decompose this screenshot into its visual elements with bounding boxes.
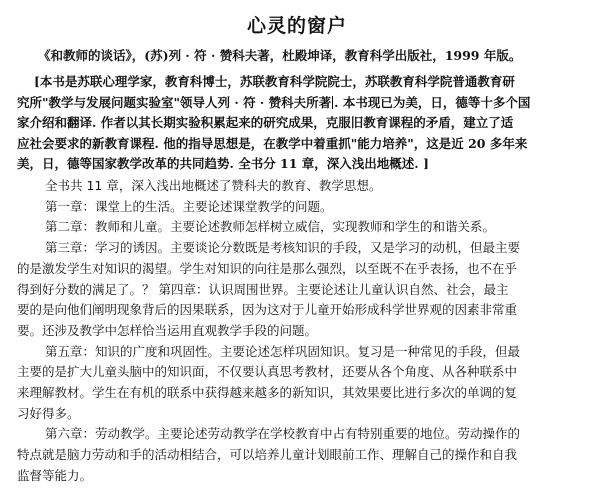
body-line: 得到好分数的满足了。？ 第四章：认识周围世界。主要论述让儿童认识自然、社会，最主 [17,281,509,297]
body-line: 的是激发学生对知识的渴望。学生对知识的向往是那么强烈，以至既不在乎表扬，也不在乎 [17,260,518,276]
intro-line: 家介绍和翻译. 作者以其长期实验积累起来的研究成果，克服旧教育课程的矛盾，建立了适 [17,115,514,130]
intro-line-text: . 本书现已为美，日，德等十多个国 [334,94,531,110]
body-line: 全书共 11 章，深入浅出地概述了赞科夫的教育、教学思想。 [45,178,382,193]
body-line: 监督等能力。 [17,467,93,483]
body-line: 第六章：劳动教学。主要论述劳动教学在学校教育中占有特别重要的地位。劳动操作的 [45,426,521,442]
intro-line: [本书是苏联心理学家，教育科博士，苏联教育科学院院士，苏联教育科学院普通教育研 [34,74,515,89]
body-line: 特点就是脑力劳动和手的活动相结合，可以培养儿童计划眼前工作、理解自己的操作和自我 [17,447,518,463]
body-line: 要的是向他们阐明现象背后的因果联系，因为这对于儿童开始形成科学世界观的因素非常重 [17,302,518,318]
body-line: 来理解教材。学生在有机的联系中获得越来越多的新知识，其效果要比进行多次的单调的复 [17,385,518,401]
body-line: 主要的是扩大儿童头脑中的知识面，不仅要认真思考教材，还要从各个角度、从各种联系中 [17,364,518,380]
body-paragraphs [17,176,579,487]
body-line: 第二章：教师和儿童。主要论述教师怎样树立威信，实现教师和学生的和谐关系。 [45,219,496,235]
intro-paragraph [17,72,577,175]
text-cursor [332,96,333,109]
intro-line-text: 究所"教学与发展问题实验室"领导人列 · 符 · 赞科夫所著 [17,94,332,110]
intro-line [17,93,577,114]
body-line: 习好得多。 [17,405,80,421]
body-line: 要。还涉及教学中怎样恰当运用直观教学手段的问题。 [17,322,318,338]
body-line: 第三章：学习的诱因。主要谈论分数既是考核知识的手段，又是学习的动机，但最主要 [45,240,521,256]
book-reference: 《和教师的谈话》，(苏)列 · 符 · 赞科夫著，杜殿坤译，教育科学出版社，1999 年版。 [38,48,522,63]
page-title: 心灵的窗户 [246,15,347,37]
body-line: 第一章：课堂上的生活。主要论述课堂教学的问题。 [45,198,333,214]
intro-line: 美，日，德等国家教学改革的共同趋势. 全书分 11 章，深入浅出地概述. ] [17,156,429,171]
intro-line: 应社会要求的新教育课程. 他的指导思想是，在教学中着重抓"能力培养"，这是近 20 多年来 [17,135,528,151]
body-line: 第五章：知识的广度和巩固性。主要论述怎样巩固知识。复习是一种常见的手段，但最 [45,343,521,359]
